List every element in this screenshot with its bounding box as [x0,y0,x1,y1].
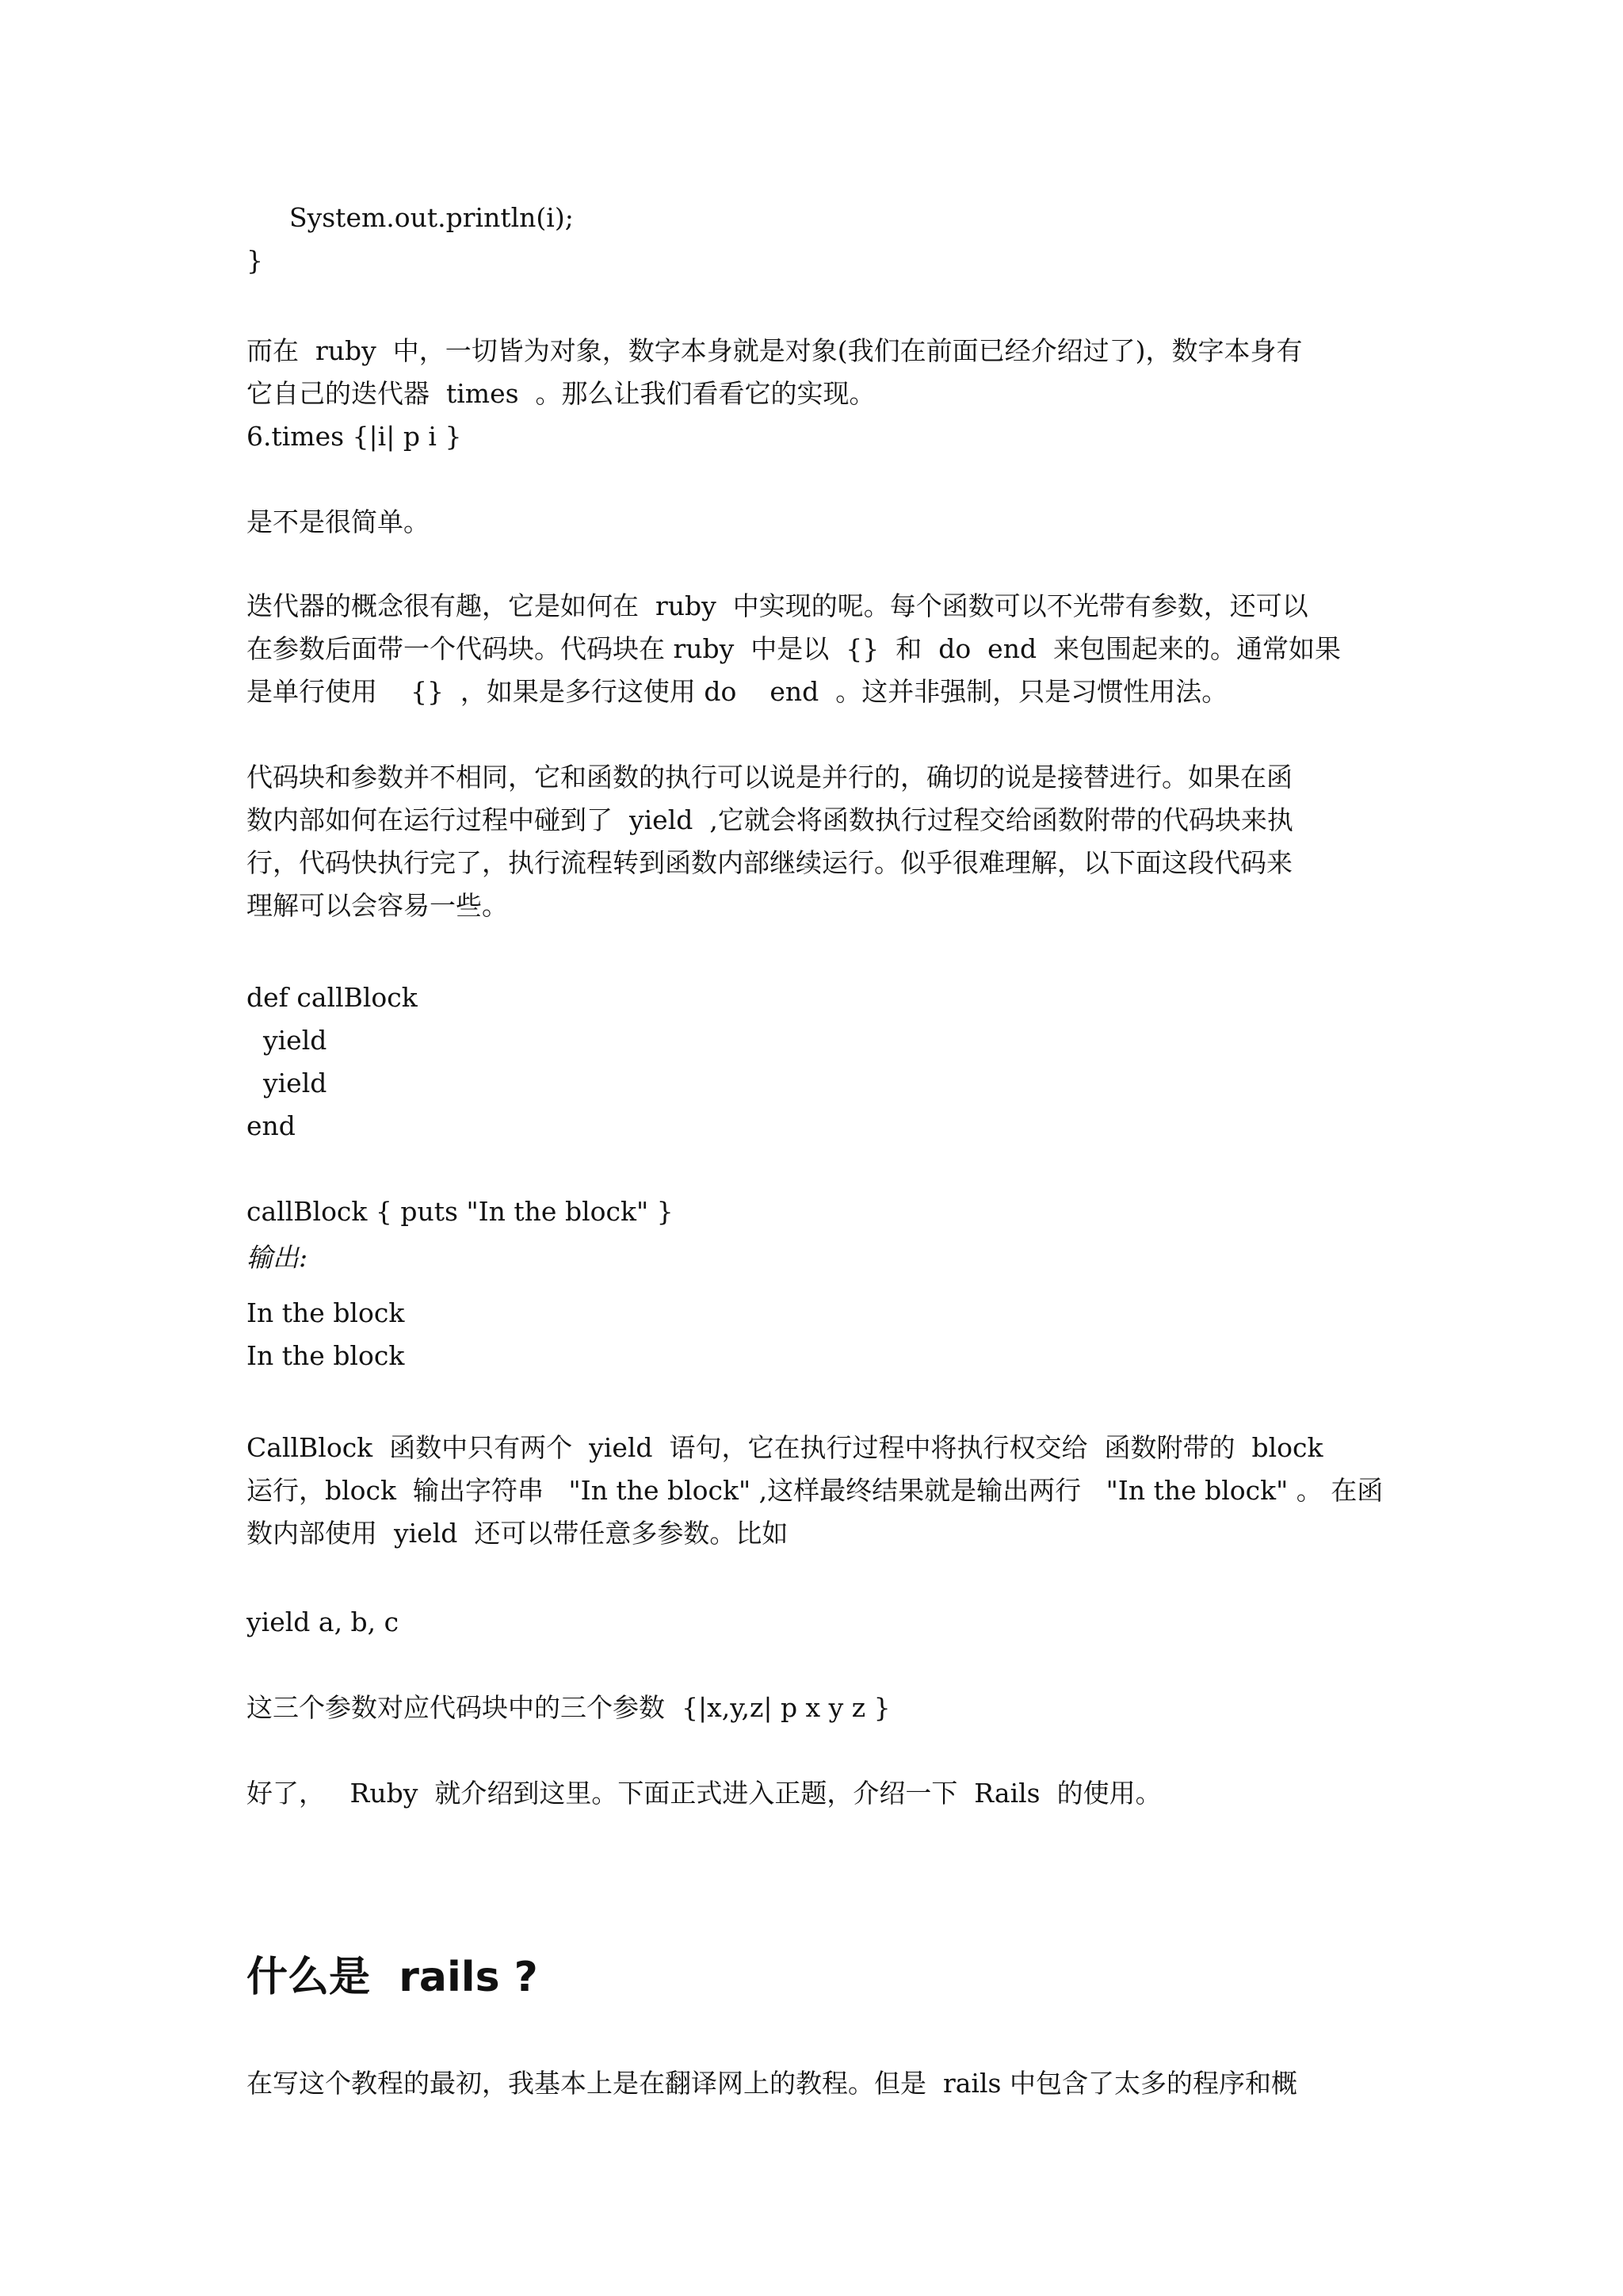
paragraph-line: 数内部如何在运行过程中碰到了 yield ,它就会将函数执行过程交给函数附带的代码块来执 [246,804,1293,835]
output-label: 输出: [246,1242,308,1273]
paragraph-line: 好了， Ruby 就介绍到这里。下面正式进入正题，介绍一下 Rails 的使用。 [246,1778,1162,1809]
paragraph-line: 迭代器的概念很有趣，它是如何在 ruby 中实现的呢。每个函数可以不光带有参数，还可以 [246,590,1308,621]
code-line: System.out.println(i); [289,202,574,233]
code-line: 6.times {|i| p i } [246,421,462,452]
code-line: callBlock { puts "In the block" } [246,1196,674,1227]
paragraph-line: 理解可以会容易一些。 [246,890,508,921]
paragraph-line: 运行，block 输出字符串 "In the block" ,这样最终结果就是输出两行 "In the block" 。 在函 [246,1475,1384,1506]
paragraph-line: 在写这个教程的最初，我基本上是在翻译网上的教程。但是 rails 中包含了太多的程序和概 [246,2068,1297,2099]
code-line: yield [246,1068,327,1098]
paragraph-line: 在参数后面带一个代码块。代码块在 ruby 中是以 {} 和 do end 来包围起来的。通常如果 [246,633,1342,664]
paragraph-line: 是不是很简单。 [246,506,430,537]
code-line: yield [246,1025,327,1056]
code-line: } [246,245,263,276]
paragraph-line: 数内部使用 yield 还可以带任意多参数。比如 [246,1518,789,1549]
code-line: yield a, b, c [246,1606,399,1637]
paragraph-line: 这三个参数对应代码块中的三个参数 {|x,y,z| p x y z } [246,1692,891,1723]
section-heading: 什么是 rails ? [246,1954,538,2001]
paragraph-line: 是单行使用 {} ，如果是多行这使用 do end 。这并非强制，只是习惯性用法。 [246,676,1228,707]
code-line: def callBlock [246,982,418,1013]
paragraph-line: 而在 ruby 中，一切皆为对象，数字本身就是对象(我们在前面已经介绍过了)，数字本身有 [246,335,1303,366]
output-line: In the block [246,1340,405,1371]
paragraph-line: CallBlock 函数中只有两个 yield 语句，它在执行过程中将执行权交给 函数附带的 block [246,1432,1323,1463]
code-line: end [246,1110,296,1141]
paragraph-line: 它自己的迭代器 times 。那么让我们看看它的实现。 [246,378,876,409]
paragraph-line: 行，代码快执行完了，执行流程转到函数内部继续运行。似乎很难理解，以下面这段代码来 [246,847,1293,878]
paragraph-line: 代码块和参数并不相同，它和函数的执行可以说是并行的，确切的说是接替进行。如果在函 [246,762,1293,793]
output-line: In the block [246,1297,405,1328]
